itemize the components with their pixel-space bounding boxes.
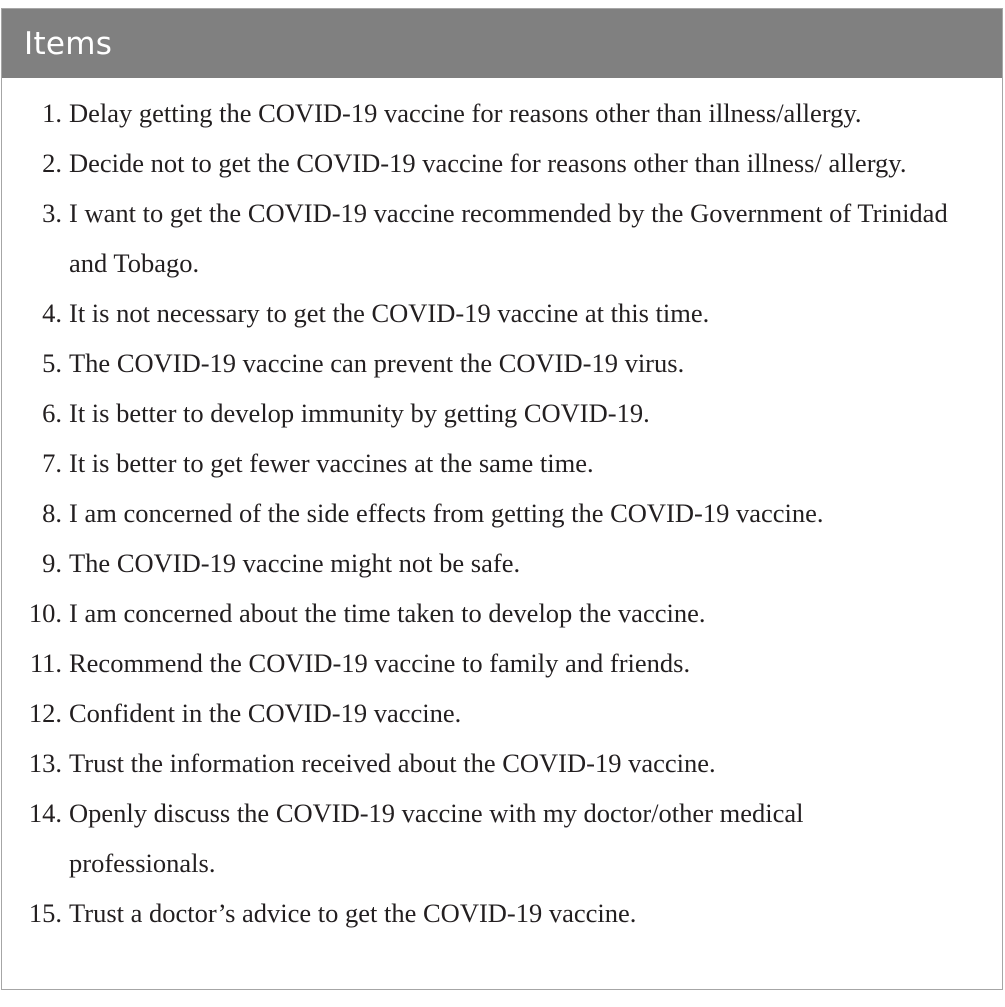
item-text: Delay getting the COVID-19 vaccine for reasons other than illness/allergy. — [69, 98, 862, 128]
item-text: The COVID-19 vaccine can prevent the COVID-19 virus. — [69, 348, 685, 378]
item-text: It is better to get fewer vaccines at the same time. — [69, 448, 594, 478]
item-number: 1. — [42, 98, 62, 128]
items-table — [1, 8, 1003, 990]
items-list — [2, 78, 1002, 938]
item-number: 15. — [28, 898, 62, 928]
list-item — [2, 888, 1002, 938]
item-text: Recommend the COVID-19 vaccine to family and friends. — [69, 648, 691, 678]
list-item — [2, 188, 1002, 288]
item-number: 10. — [28, 598, 62, 628]
list-item — [2, 338, 1002, 388]
item-text: I am concerned of the side effects from getting the COVID-19 vaccine. — [69, 498, 824, 528]
item-number: 12. — [28, 698, 62, 728]
list-item — [2, 688, 1002, 738]
list-item — [2, 138, 1002, 188]
item-text: Trust the information received about the COVID-19 vaccine. — [69, 748, 716, 778]
item-text: I want to get the COVID-19 vaccine recommended by the Government of Trinidad and Tobago. — [69, 198, 948, 278]
item-number: 6. — [42, 398, 62, 428]
item-text: I am concerned about the time taken to develop the vaccine. — [69, 598, 706, 628]
item-text: Openly discuss the COVID-19 vaccine with my doctor/other medical professionals. — [69, 798, 804, 878]
list-item — [2, 288, 1002, 338]
header-label: Items — [24, 25, 113, 62]
item-text: It is better to develop immunity by getting COVID-19. — [69, 398, 650, 428]
item-number: 2. — [42, 148, 62, 178]
item-number: 3. — [42, 198, 62, 228]
item-number: 5. — [42, 348, 62, 378]
item-number: 14. — [28, 798, 62, 828]
item-text: Confident in the COVID-19 vaccine. — [69, 698, 462, 728]
item-number: 9. — [42, 548, 62, 578]
item-number: 8. — [42, 498, 62, 528]
list-item — [2, 738, 1002, 788]
list-item — [2, 788, 1002, 888]
item-text: Decide not to get the COVID-19 vaccine for reasons other than illness/ allergy. — [69, 148, 907, 178]
list-item — [2, 388, 1002, 438]
item-number: 13. — [28, 748, 62, 778]
item-text: Trust a doctor’s advice to get the COVID-19 vaccine. — [69, 898, 637, 928]
item-text: The COVID-19 vaccine might not be safe. — [69, 548, 521, 578]
list-item — [2, 538, 1002, 588]
list-item — [2, 88, 1002, 138]
item-number: 11. — [29, 648, 62, 678]
list-item — [2, 638, 1002, 688]
list-item — [2, 588, 1002, 638]
item-number: 7. — [42, 448, 62, 478]
item-number: 4. — [42, 298, 62, 328]
item-text: It is not necessary to get the COVID-19 vaccine at this time. — [69, 298, 710, 328]
table-header — [2, 9, 1002, 78]
list-item — [2, 488, 1002, 538]
list-item — [2, 438, 1002, 488]
